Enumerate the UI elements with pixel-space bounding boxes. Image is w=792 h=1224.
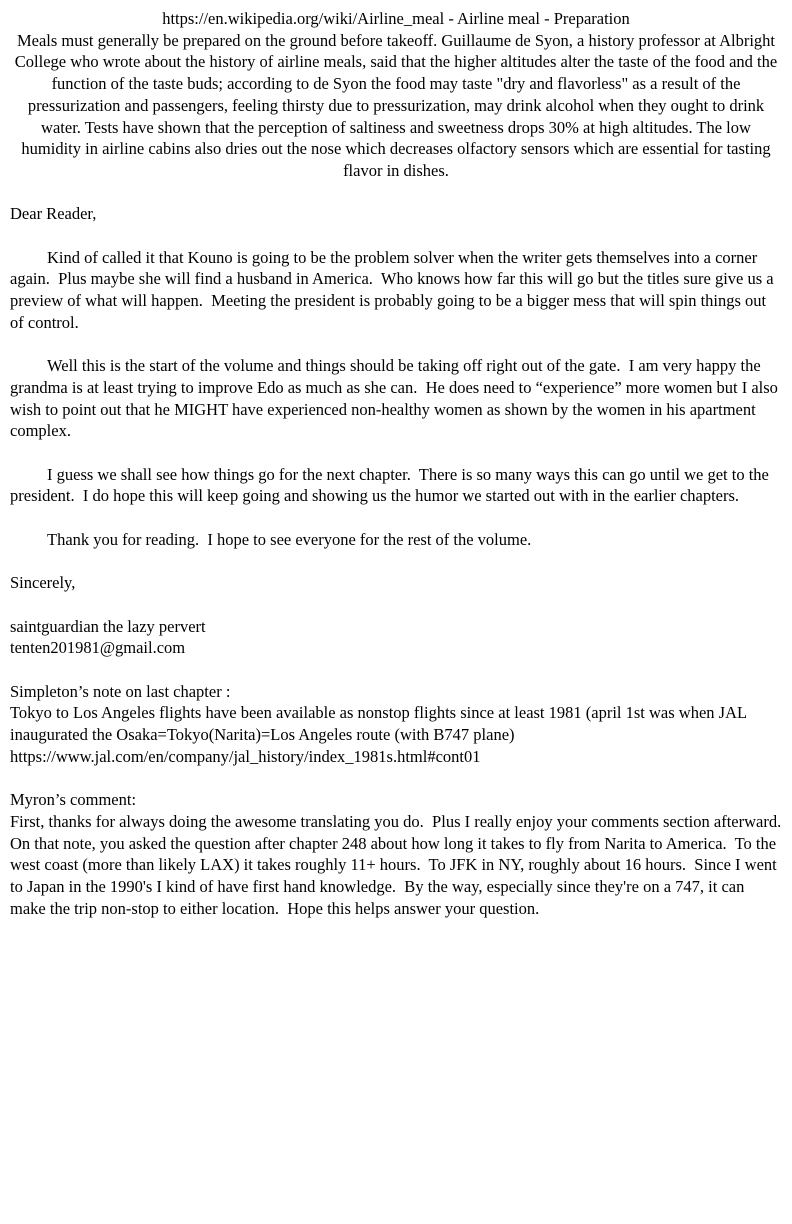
signature-email: tenten201981@gmail.com [10, 638, 186, 658]
myron-comment-body: First, thanks for always doing the awesome translating you do. Plus I really enjoy your comments section afterward. On that note, you asked the question after chapter 248 about how long it takes to fly from Narita to America. To the west coast (more than likely LAX) it takes roughly 11+ hours. To JFK in NY, roughly about 16 hours. Since I went to Japan in the 1990's I kind of have first hand knowledge. By the way, especially since they're on a 747, it can make the trip non-stop to either location. Hope this helps answer your question. [10, 811, 790, 918]
wiki-excerpt: Meals must generally be prepared on the ground before takeoff. Guillaume de Syon, a history professor at Albright College who wrote about the history of airline meals, said that the higher altitudes alter the taste of the food and the function of the taste buds; according to de Syon the food may taste "dry and flavorless" as a result of the pressurization and passengers, feeling thirsty due to pressurization, may drink alcohol when they ought to drink water. Tests have shown that the perception of saltiness and sweetness drops 30% at high altitudes. The low humidity in airline cabins also dries out the nose which decreases olfactory sensors which are essential for tasting flavor in dishes. [14, 30, 782, 180]
myron-comment-heading: Myron’s comment: [10, 790, 137, 810]
closing: Sincerely, [10, 573, 76, 593]
simpleton-note-heading: Simpleton’s note on last chapter : [10, 681, 231, 701]
signature-name: saintguardian the lazy pervert [10, 616, 206, 636]
wikipedia-excerpt-block [10, 8, 782, 182]
jal-history-url: https://www.jal.com/en/company/jal_history/index_1981s.html#cont01 [10, 746, 481, 766]
myron-comment-block [10, 789, 790, 919]
letter-paragraph: I guess we shall see how things go for the next chapter. There is so many ways this can go until we get to the president. I do hope this will keep going and showing us the humor we started out with in the earlier chapters. [10, 464, 773, 506]
simpleton-note-body: Tokyo to Los Angeles flights have been available as nonstop flights since at least 1981 (april 1st was when JAL inaugurated the Osaka=Tokyo(Narita)=Los Angeles route (with B747 plane) [10, 703, 751, 745]
signature-block [10, 616, 782, 659]
letter-paragraph: Well this is the start of the volume and things should be taking off right out of the gate. I am very happy the grandma is at least trying to improve Edo as much as she can. He does need to “experience” more women but I also wish to point out that he MIGHT have experienced non-healthy women as shown by the women in his apartment complex. [10, 356, 783, 441]
letter-paragraph: Kind of called it that Kouno is going to be the problem solver when the writer gets themselves into a corner again. Plus maybe she will find a husband in America. Who knows how far this will go but the titles sure give us a preview of what will happen. Meeting the president is probably going to be a bigger mess that will spin things out of control. [10, 247, 778, 332]
letter-paragraph: Thank you for reading. I hope to see everyone for the rest of the volume. [47, 529, 532, 549]
source-url-line: https://en.wikipedia.org/wiki/Airline_meal - Airline meal - Preparation [162, 9, 630, 28]
simpleton-note-block [10, 681, 782, 768]
salutation: Dear Reader, [10, 204, 97, 224]
